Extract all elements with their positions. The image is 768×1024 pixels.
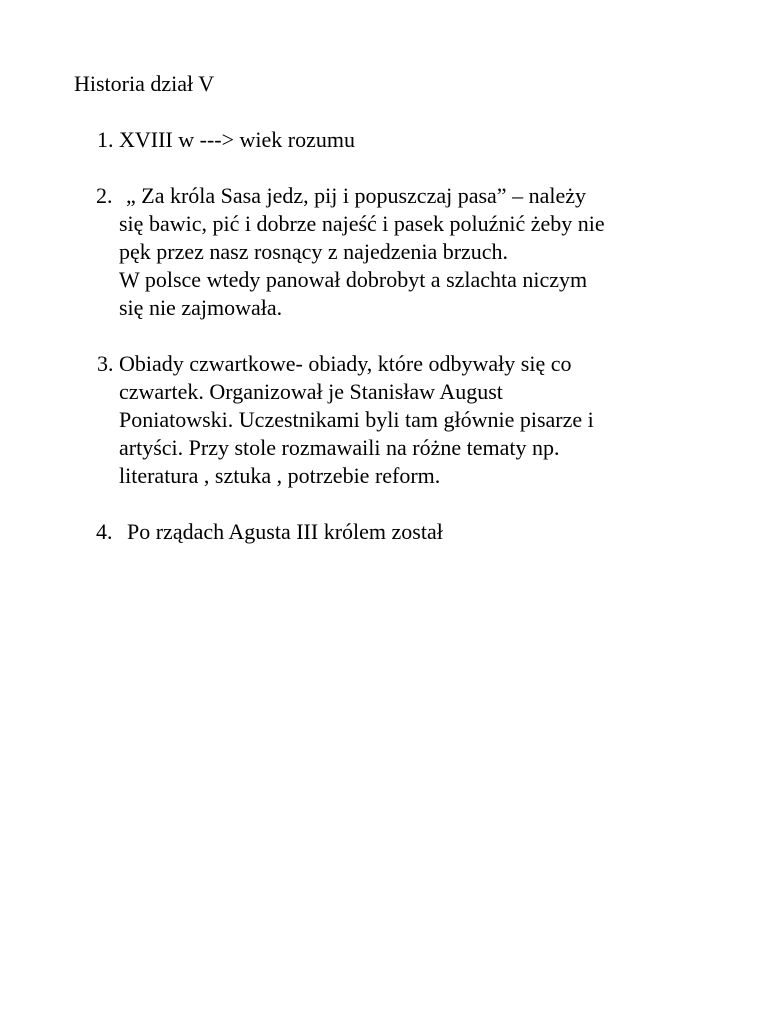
text-line: „ Za króla Sasa jedz, pij i popuszczaj pasa” – należy: [126, 183, 586, 208]
text-line: się bawic, pić i dobrze najeść i pasek poluźnić żeby nie: [119, 211, 605, 236]
list-item-text: [119, 350, 700, 490]
text-line: artyści. Przy stole rozmawaili na różne tematy np.: [119, 435, 560, 460]
text-line: XVIII w ---> wiek rozumu: [119, 127, 355, 152]
list-item-number: 4.: [96, 519, 113, 544]
list-item-number: 1.: [97, 127, 114, 152]
list-item-number: 3.: [97, 351, 114, 376]
text-line: czwartek. Organizował je Stanisław August: [119, 379, 503, 404]
text-line: literatura , sztuka , potrzebie reform.: [119, 463, 441, 488]
text-line: Poniatowski. Uczestnikami byli tam głównie pisarze i: [119, 407, 594, 432]
text-line: pęk przez nasz rosnący z najedzenia brzuch.: [119, 239, 509, 264]
text-line: Po rządach Agusta III królem został: [127, 519, 443, 544]
list-item-number: 2.: [96, 183, 113, 208]
text-line: W polsce wtedy panował dobrobyt a szlachta niczym: [119, 267, 588, 292]
text-line: się nie zajmowała.: [119, 295, 283, 320]
list-item-text: [119, 126, 700, 154]
list-item-text: [119, 518, 700, 546]
text-line: Obiady czwartkowe- obiady, które odbywały się co: [119, 351, 572, 376]
list-item-text: [119, 182, 700, 322]
document-title: Historia dział V: [74, 71, 215, 96]
